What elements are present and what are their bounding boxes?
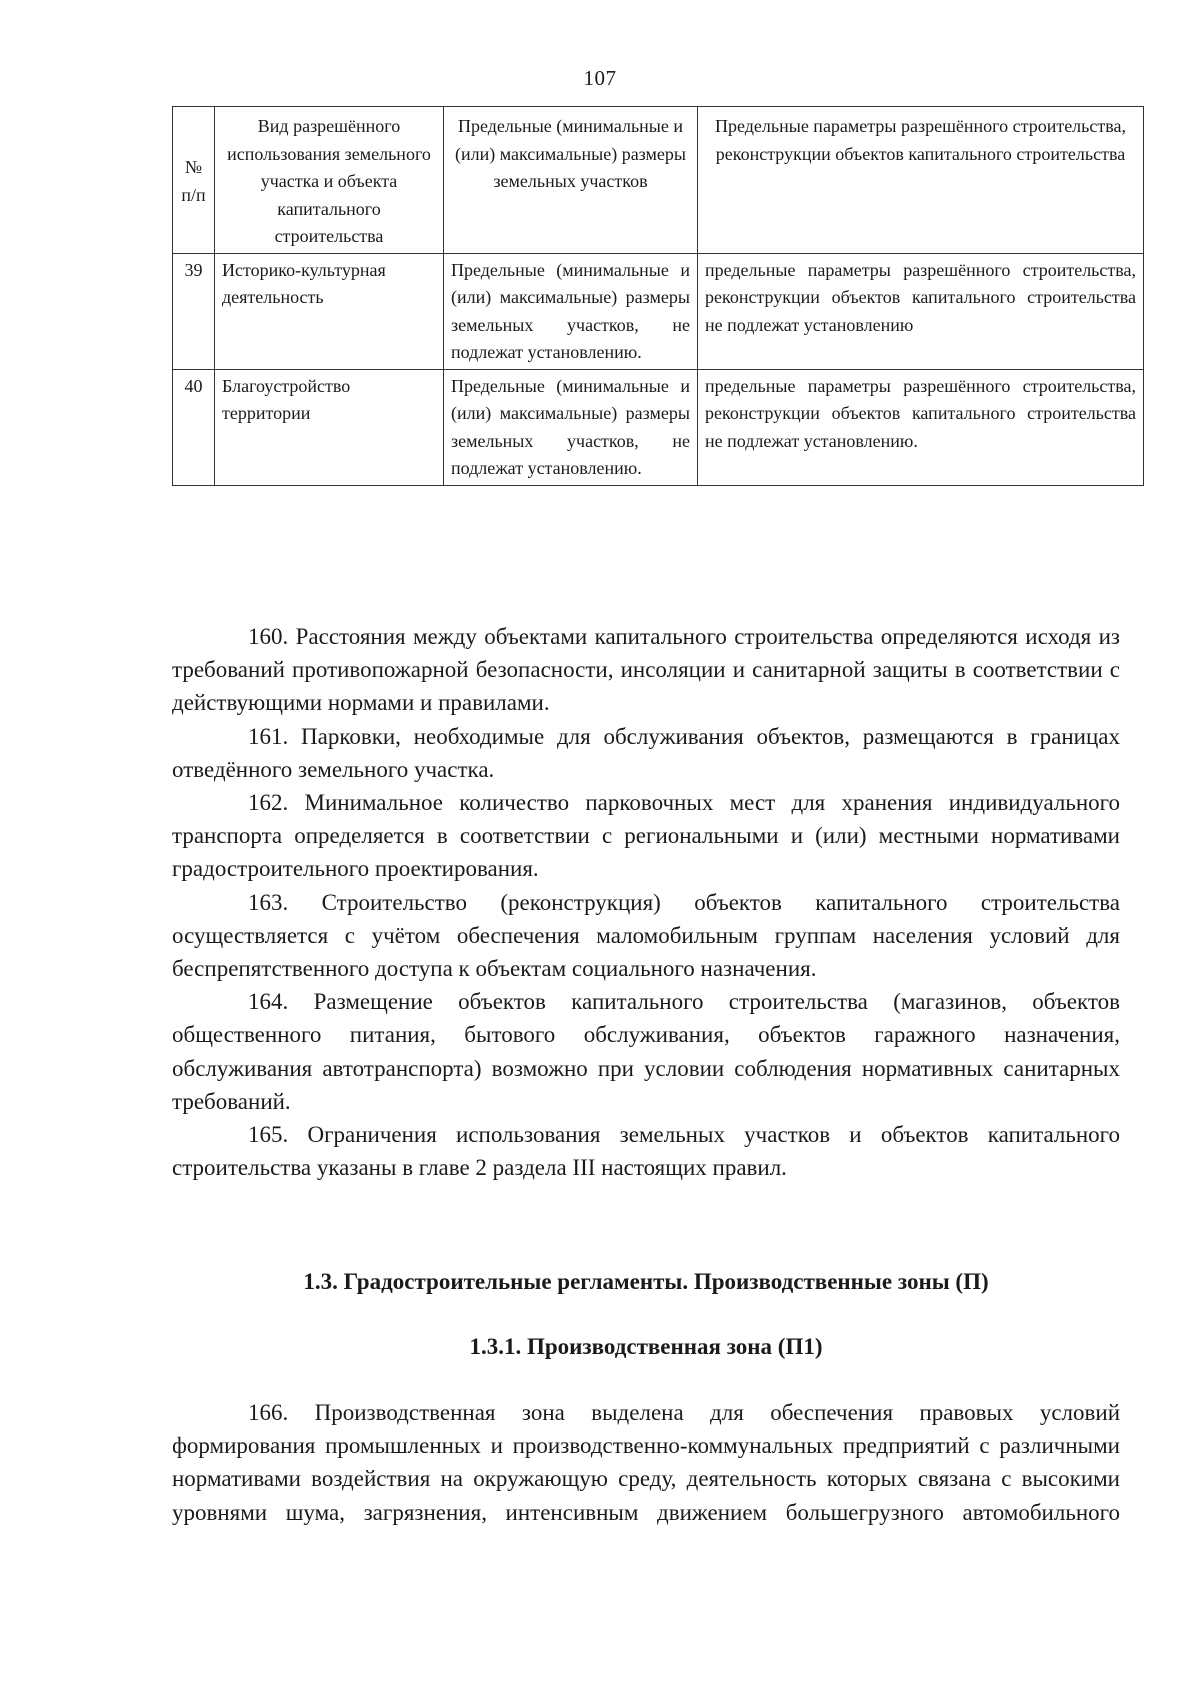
paragraph-165: 165. Ограничения использования земельных участков и объектов капитального строительства указаны в главе 2 раздела III настоящих правил. (172, 1122, 1120, 1181)
row-plot-sizes: Предельные (минимальные и (или) максимальные) размеры земельных участков, не подлежат установлению. (444, 253, 698, 369)
row-use-type: Историко-культурная деятельность (215, 253, 444, 369)
header-num: № п/п (173, 107, 215, 254)
paragraph-166: 166. Производственная зона выделена для обеспечения правовых условий формирования промышленных и производственно-коммунальных предприятий с различными нормативами воздействия на окружающую среду, деятельность которых связана с высокими уровнями шума, загрязнения, интенсивным движением большегрузного автомобильного (172, 1400, 1120, 1525)
body-text-block-1 (172, 620, 1120, 1184)
page-number: 107 (583, 66, 617, 90)
row-num: 39 (173, 253, 215, 369)
paragraph-160: 160. Расстояния между объектами капитального строительства определяются исходя из требований противопожарной безопасности, инсоляции и санитарной защиты в соответствии с действующими нормами и правилами. (172, 624, 1120, 716)
table-row (173, 369, 1144, 485)
row-build-params: предельные параметры разрешённого строительства, реконструкции объектов капитального строительства не подлежат установлению (698, 253, 1144, 369)
paragraph-163: 163. Строительство (реконструкция) объектов капитального строительства осуществляется с учётом обеспечения маломобильным группам населения условий для беспрепятственного доступа к объектам социального назначения. (172, 889, 1120, 982)
header-build-params: Предельные параметры разрешённого строительства, реконструкции объектов капитального строительства (698, 107, 1144, 254)
paragraph-162: 162. Минимальное количество парковочных мест для хранения индивидуального транспорта определяется в соответствии с региональными и (или) местными нормативами градостроительного проектирования. (172, 790, 1120, 882)
paragraph-164: 164. Размещение объектов капитального строительства (магазинов, объектов общественного питания, бытового обслуживания, объектов гаражного назначения, обслуживания автотранспорта) возможно при условии соблюдения нормативных санитарных требований. (172, 989, 1120, 1114)
row-num: 40 (173, 369, 215, 485)
subsection-heading: 1.3.1. Производственная зона (П1) (469, 1334, 823, 1359)
table-header-row (173, 107, 1144, 254)
paragraph-161: 161. Парковки, необходимые для обслуживания объектов, размещаются в границах отведённого земельного участка. (172, 723, 1120, 782)
body-text-block-2 (172, 1396, 1120, 1529)
section-heading: 1.3. Градостроительные регламенты. Производственные зоны (П) (303, 1269, 989, 1294)
row-plot-sizes: Предельные (минимальные и (или) максимальные) размеры земельных участков, не подлежат установлению. (444, 369, 698, 485)
row-use-type: Благоустройство территории (215, 369, 444, 485)
header-use-type: Вид разрешённого использования земельного участка и объекта капитального строительства (215, 107, 444, 254)
header-plot-sizes: Предельные (минимальные и (или) максимальные) размеры земельных участков (444, 107, 698, 254)
table-row (173, 253, 1144, 369)
land-use-table (172, 106, 1144, 486)
row-build-params: предельные параметры разрешённого строительства, реконструкции объектов капитального строительства не подлежат установлению. (698, 369, 1144, 485)
